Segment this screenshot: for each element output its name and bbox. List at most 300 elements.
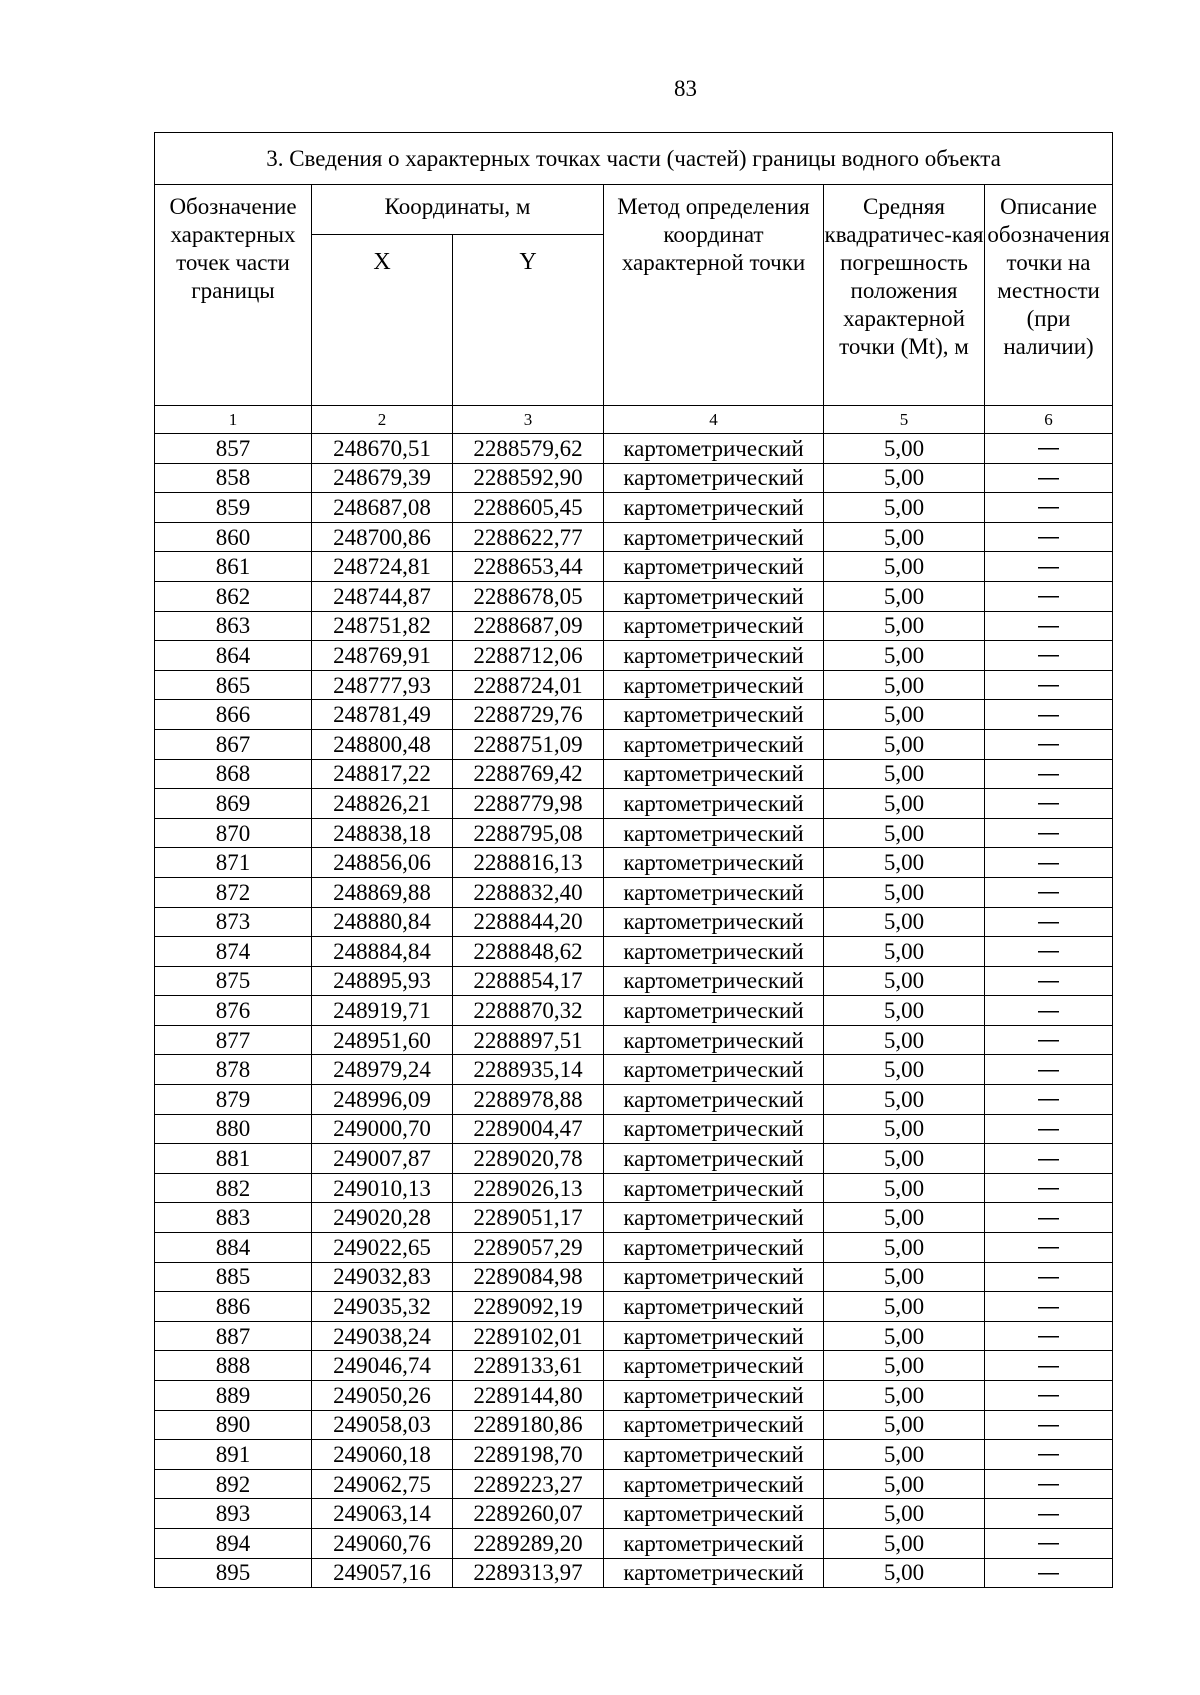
point-id-cell: 882 [155, 1173, 312, 1203]
table-row [155, 1469, 1113, 1499]
description-cell [985, 641, 1113, 671]
mean-error-cell: 5,00 [824, 877, 985, 907]
description-cell [985, 1410, 1113, 1440]
mean-error-cell: 5,00 [824, 1173, 985, 1203]
x-coordinate-cell: 249035,32 [312, 1292, 453, 1322]
x-coordinate-cell: 248769,91 [312, 641, 453, 671]
description-cell [985, 434, 1113, 464]
y-coordinate-cell: 2288795,08 [453, 818, 604, 848]
x-coordinate-cell: 248869,88 [312, 877, 453, 907]
y-coordinate-cell: 2288579,62 [453, 434, 604, 464]
table-row [155, 641, 1113, 671]
x-coordinate-cell: 249060,18 [312, 1440, 453, 1470]
mean-error-cell: 5,00 [824, 552, 985, 582]
x-coordinate-cell: 249063,14 [312, 1499, 453, 1529]
point-id-cell: 890 [155, 1410, 312, 1440]
y-coordinate-cell: 2288897,51 [453, 1025, 604, 1055]
description-cell [985, 1499, 1113, 1529]
table-row [155, 581, 1113, 611]
x-coordinate-cell: 249000,70 [312, 1114, 453, 1144]
x-coordinate-cell: 248996,09 [312, 1085, 453, 1115]
description-cell [985, 996, 1113, 1026]
y-coordinate-cell: 2288844,20 [453, 907, 604, 937]
description-cell [985, 1321, 1113, 1351]
method-cell: картометрический [604, 581, 824, 611]
method-cell: картометрический [604, 907, 824, 937]
description-cell [985, 1381, 1113, 1411]
header-row-1 [155, 185, 1113, 235]
x-coordinate-cell: 248919,71 [312, 996, 453, 1026]
mean-error-cell: 5,00 [824, 1144, 985, 1174]
point-id-cell: 871 [155, 848, 312, 878]
mean-error-cell: 5,00 [824, 1233, 985, 1263]
y-coordinate-cell: 2288712,06 [453, 641, 604, 671]
y-coordinate-cell: 2288605,45 [453, 493, 604, 523]
point-id-cell: 881 [155, 1144, 312, 1174]
point-id-cell: 863 [155, 611, 312, 641]
table-row [155, 1351, 1113, 1381]
y-coordinate-cell: 2289180,86 [453, 1410, 604, 1440]
point-id-cell: 894 [155, 1528, 312, 1558]
point-id-cell: 867 [155, 729, 312, 759]
y-coordinate-cell: 2289289,20 [453, 1528, 604, 1558]
description-dash: — [1037, 1382, 1061, 1409]
mean-error-cell: 5,00 [824, 1528, 985, 1558]
y-coordinate-cell: 2288687,09 [453, 611, 604, 641]
point-id-cell: 865 [155, 670, 312, 700]
y-coordinate-cell: 2288622,77 [453, 522, 604, 552]
x-coordinate-cell: 248751,82 [312, 611, 453, 641]
description-dash: — [1037, 553, 1061, 580]
x-coordinate-cell: 248884,84 [312, 937, 453, 967]
x-coordinate-cell: 248800,48 [312, 729, 453, 759]
description-dash: — [1037, 435, 1061, 462]
description-dash: — [1037, 760, 1061, 787]
mean-error-cell: 5,00 [824, 1381, 985, 1411]
table-row [155, 463, 1113, 493]
description-cell [985, 789, 1113, 819]
table-row [155, 1173, 1113, 1203]
method-cell: картометрический [604, 1440, 824, 1470]
description-dash: — [1037, 879, 1061, 906]
y-coordinate-cell: 2288816,13 [453, 848, 604, 878]
description-dash: — [1037, 908, 1061, 935]
table-row [155, 937, 1113, 967]
method-cell: картометрический [604, 729, 824, 759]
description-cell [985, 877, 1113, 907]
description-cell [985, 1144, 1113, 1174]
point-id-cell: 884 [155, 1233, 312, 1263]
method-cell: картометрический [604, 996, 824, 1026]
mean-error-cell: 5,00 [824, 641, 985, 671]
description-dash: — [1037, 967, 1061, 994]
x-coordinate-cell: 249038,24 [312, 1321, 453, 1351]
table-row [155, 729, 1113, 759]
method-cell: картометрический [604, 937, 824, 967]
description-cell [985, 1440, 1113, 1470]
x-coordinate-cell: 248817,22 [312, 759, 453, 789]
method-cell: картометрический [604, 641, 824, 671]
mean-error-cell: 5,00 [824, 1114, 985, 1144]
y-coordinate-cell: 2288653,44 [453, 552, 604, 582]
header-method: Метод определения координат характерной точки [604, 185, 824, 406]
table-row [155, 818, 1113, 848]
description-cell [985, 759, 1113, 789]
header-point-designation: Обозначение характерных точек части границы [155, 185, 312, 406]
x-coordinate-cell: 248856,06 [312, 848, 453, 878]
method-cell: картометрический [604, 1085, 824, 1115]
description-cell [985, 729, 1113, 759]
table-row [155, 1528, 1113, 1558]
x-coordinate-cell: 249046,74 [312, 1351, 453, 1381]
mean-error-cell: 5,00 [824, 966, 985, 996]
description-dash: — [1037, 672, 1061, 699]
point-id-cell: 859 [155, 493, 312, 523]
point-id-cell: 878 [155, 1055, 312, 1085]
mean-error-cell: 5,00 [824, 611, 985, 641]
mean-error-cell: 5,00 [824, 434, 985, 464]
x-coordinate-cell: 248679,39 [312, 463, 453, 493]
column-number: 1 [155, 406, 312, 434]
x-coordinate-cell: 248744,87 [312, 581, 453, 611]
column-number: 3 [453, 406, 604, 434]
table-row [155, 1055, 1113, 1085]
mean-error-cell: 5,00 [824, 1499, 985, 1529]
table-row [155, 700, 1113, 730]
table-row [155, 1292, 1113, 1322]
point-id-cell: 858 [155, 463, 312, 493]
point-id-cell: 888 [155, 1351, 312, 1381]
description-cell [985, 1469, 1113, 1499]
table-body [155, 133, 1113, 1588]
table-row [155, 1114, 1113, 1144]
x-coordinate-cell: 249020,28 [312, 1203, 453, 1233]
method-cell: картометрический [604, 848, 824, 878]
method-cell: картометрический [604, 1262, 824, 1292]
x-coordinate-cell: 248724,81 [312, 552, 453, 582]
header-x: X [312, 235, 453, 406]
mean-error-cell: 5,00 [824, 907, 985, 937]
method-cell: картометрический [604, 700, 824, 730]
table-row [155, 1558, 1113, 1588]
table-row [155, 1144, 1113, 1174]
mean-error-cell: 5,00 [824, 759, 985, 789]
method-cell: картометрический [604, 818, 824, 848]
mean-error-cell: 5,00 [824, 848, 985, 878]
y-coordinate-cell: 2289133,61 [453, 1351, 604, 1381]
mean-error-cell: 5,00 [824, 1469, 985, 1499]
method-cell: картометрический [604, 789, 824, 819]
y-coordinate-cell: 2289223,27 [453, 1469, 604, 1499]
method-cell: картометрический [604, 1351, 824, 1381]
mean-error-cell: 5,00 [824, 1203, 985, 1233]
method-cell: картометрический [604, 1499, 824, 1529]
description-dash: — [1037, 612, 1061, 639]
description-dash: — [1037, 1471, 1061, 1498]
x-coordinate-cell: 248826,21 [312, 789, 453, 819]
header-mean-error: Средняя квадратичес-кая погрешность положения характерной точки (Mt), м [824, 185, 985, 406]
mean-error-cell: 5,00 [824, 1262, 985, 1292]
mean-error-cell: 5,00 [824, 996, 985, 1026]
y-coordinate-cell: 2288751,09 [453, 729, 604, 759]
mean-error-cell: 5,00 [824, 700, 985, 730]
table-row [155, 1381, 1113, 1411]
method-cell: картометрический [604, 1203, 824, 1233]
description-cell [985, 966, 1113, 996]
point-id-cell: 887 [155, 1321, 312, 1351]
description-cell [985, 1085, 1113, 1115]
x-coordinate-cell: 249057,16 [312, 1558, 453, 1588]
point-id-cell: 872 [155, 877, 312, 907]
header-y: Y [453, 235, 604, 406]
y-coordinate-cell: 2289051,17 [453, 1203, 604, 1233]
description-dash: — [1037, 1559, 1061, 1586]
point-id-cell: 895 [155, 1558, 312, 1588]
description-cell [985, 670, 1113, 700]
point-id-cell: 862 [155, 581, 312, 611]
table-row [155, 907, 1113, 937]
point-id-cell: 876 [155, 996, 312, 1026]
description-dash: — [1037, 583, 1061, 610]
x-coordinate-cell: 248777,93 [312, 670, 453, 700]
x-coordinate-cell: 248700,86 [312, 522, 453, 552]
description-dash: — [1037, 731, 1061, 758]
description-dash: — [1037, 1352, 1061, 1379]
description-dash: — [1037, 1175, 1061, 1202]
description-dash: — [1037, 1027, 1061, 1054]
table-row [155, 759, 1113, 789]
title-row [155, 133, 1113, 185]
x-coordinate-cell: 249022,65 [312, 1233, 453, 1263]
y-coordinate-cell: 2289144,80 [453, 1381, 604, 1411]
point-id-cell: 873 [155, 907, 312, 937]
x-coordinate-cell: 248838,18 [312, 818, 453, 848]
description-cell [985, 1528, 1113, 1558]
mean-error-cell: 5,00 [824, 937, 985, 967]
x-coordinate-cell: 248687,08 [312, 493, 453, 523]
y-coordinate-cell: 2288678,05 [453, 581, 604, 611]
description-dash: — [1037, 1411, 1061, 1438]
method-cell: картометрический [604, 1469, 824, 1499]
method-cell: картометрический [604, 1025, 824, 1055]
description-cell [985, 937, 1113, 967]
method-cell: картометрический [604, 1173, 824, 1203]
description-dash: — [1037, 1145, 1061, 1172]
description-dash: — [1037, 1086, 1061, 1113]
y-coordinate-cell: 2289057,29 [453, 1233, 604, 1263]
y-coordinate-cell: 2288832,40 [453, 877, 604, 907]
point-id-cell: 883 [155, 1203, 312, 1233]
table-row [155, 493, 1113, 523]
x-coordinate-cell: 249060,76 [312, 1528, 453, 1558]
table-row [155, 1233, 1113, 1263]
method-cell: картометрический [604, 1381, 824, 1411]
y-coordinate-cell: 2289102,01 [453, 1321, 604, 1351]
point-id-cell: 891 [155, 1440, 312, 1470]
method-cell: картометрический [604, 877, 824, 907]
point-id-cell: 868 [155, 759, 312, 789]
method-cell: картометрический [604, 759, 824, 789]
table-title: 3. Сведения о характерных точках части (частей) границы водного объекта [155, 133, 1113, 185]
description-cell [985, 907, 1113, 937]
x-coordinate-cell: 248951,60 [312, 1025, 453, 1055]
method-cell: картометрический [604, 1055, 824, 1085]
y-coordinate-cell: 2288935,14 [453, 1055, 604, 1085]
description-cell [985, 848, 1113, 878]
method-cell: картометрический [604, 1233, 824, 1263]
description-dash: — [1037, 1441, 1061, 1468]
point-id-cell: 893 [155, 1499, 312, 1529]
y-coordinate-cell: 2288848,62 [453, 937, 604, 967]
y-coordinate-cell: 2289092,19 [453, 1292, 604, 1322]
description-dash: — [1037, 1530, 1061, 1557]
description-cell [985, 1173, 1113, 1203]
description-cell [985, 463, 1113, 493]
description-dash: — [1037, 494, 1061, 521]
description-dash: — [1037, 1293, 1061, 1320]
table-row [155, 1321, 1113, 1351]
y-coordinate-cell: 2289084,98 [453, 1262, 604, 1292]
description-dash: — [1037, 1263, 1061, 1290]
table-row [155, 1085, 1113, 1115]
mean-error-cell: 5,00 [824, 670, 985, 700]
point-id-cell: 857 [155, 434, 312, 464]
description-dash: — [1037, 997, 1061, 1024]
description-cell [985, 818, 1113, 848]
y-coordinate-cell: 2288779,98 [453, 789, 604, 819]
column-number: 2 [312, 406, 453, 434]
point-id-cell: 877 [155, 1025, 312, 1055]
mean-error-cell: 5,00 [824, 1292, 985, 1322]
mean-error-cell: 5,00 [824, 1321, 985, 1351]
x-coordinate-cell: 249050,26 [312, 1381, 453, 1411]
table-row [155, 1410, 1113, 1440]
table-row [155, 966, 1113, 996]
mean-error-cell: 5,00 [824, 493, 985, 523]
method-cell: картометрический [604, 463, 824, 493]
method-cell: картометрический [604, 966, 824, 996]
table-row [155, 522, 1113, 552]
point-id-cell: 892 [155, 1469, 312, 1499]
description-dash: — [1037, 1500, 1061, 1527]
x-coordinate-cell: 249010,13 [312, 1173, 453, 1203]
header-coordinates: Координаты, м [312, 185, 604, 235]
table-row [155, 611, 1113, 641]
mean-error-cell: 5,00 [824, 789, 985, 819]
mean-error-cell: 5,00 [824, 1440, 985, 1470]
x-coordinate-cell: 249058,03 [312, 1410, 453, 1440]
table-row [155, 877, 1113, 907]
method-cell: картометрический [604, 493, 824, 523]
description-dash: — [1037, 820, 1061, 847]
method-cell: картометрический [604, 434, 824, 464]
description-dash: — [1037, 1056, 1061, 1083]
y-coordinate-cell: 2288592,90 [453, 463, 604, 493]
description-dash: — [1037, 1234, 1061, 1261]
column-number-row [155, 406, 1113, 434]
description-cell [985, 1558, 1113, 1588]
mean-error-cell: 5,00 [824, 1085, 985, 1115]
method-cell: картометрический [604, 1410, 824, 1440]
description-cell [985, 1114, 1113, 1144]
table-row [155, 1499, 1113, 1529]
point-id-cell: 864 [155, 641, 312, 671]
column-number: 6 [985, 406, 1113, 434]
column-number: 5 [824, 406, 985, 434]
y-coordinate-cell: 2289004,47 [453, 1114, 604, 1144]
point-id-cell: 875 [155, 966, 312, 996]
point-id-cell: 886 [155, 1292, 312, 1322]
table-row [155, 1440, 1113, 1470]
description-cell [985, 522, 1113, 552]
description-cell [985, 581, 1113, 611]
y-coordinate-cell: 2288724,01 [453, 670, 604, 700]
x-coordinate-cell: 249032,83 [312, 1262, 453, 1292]
table-container [154, 132, 1200, 1588]
y-coordinate-cell: 2289198,70 [453, 1440, 604, 1470]
description-dash: — [1037, 642, 1061, 669]
y-coordinate-cell: 2289313,97 [453, 1558, 604, 1588]
y-coordinate-cell: 2288854,17 [453, 966, 604, 996]
mean-error-cell: 5,00 [824, 729, 985, 759]
point-id-cell: 874 [155, 937, 312, 967]
y-coordinate-cell: 2289260,07 [453, 1499, 604, 1529]
mean-error-cell: 5,00 [824, 463, 985, 493]
description-dash: — [1037, 464, 1061, 491]
table-row [155, 996, 1113, 1026]
y-coordinate-cell: 2288978,88 [453, 1085, 604, 1115]
description-dash: — [1037, 524, 1061, 551]
point-id-cell: 861 [155, 552, 312, 582]
point-id-cell: 885 [155, 1262, 312, 1292]
method-cell: картометрический [604, 670, 824, 700]
mean-error-cell: 5,00 [824, 818, 985, 848]
method-cell: картометрический [604, 1114, 824, 1144]
y-coordinate-cell: 2289026,13 [453, 1173, 604, 1203]
y-coordinate-cell: 2289020,78 [453, 1144, 604, 1174]
mean-error-cell: 5,00 [824, 1410, 985, 1440]
description-cell [985, 552, 1113, 582]
x-coordinate-cell: 249007,87 [312, 1144, 453, 1174]
point-id-cell: 869 [155, 789, 312, 819]
boundary-points-table [154, 132, 1113, 1588]
method-cell: картометрический [604, 1321, 824, 1351]
y-coordinate-cell: 2288870,32 [453, 996, 604, 1026]
description-cell [985, 1262, 1113, 1292]
table-row [155, 434, 1113, 464]
description-cell [985, 700, 1113, 730]
description-dash: — [1037, 1323, 1061, 1350]
description-cell [985, 1351, 1113, 1381]
table-row [155, 1203, 1113, 1233]
mean-error-cell: 5,00 [824, 1025, 985, 1055]
x-coordinate-cell: 248670,51 [312, 434, 453, 464]
description-cell [985, 1055, 1113, 1085]
description-cell [985, 493, 1113, 523]
description-dash: — [1037, 1115, 1061, 1142]
description-dash: — [1037, 1204, 1061, 1231]
y-coordinate-cell: 2288769,42 [453, 759, 604, 789]
table-row [155, 1262, 1113, 1292]
y-coordinate-cell: 2288729,76 [453, 700, 604, 730]
method-cell: картометрический [604, 611, 824, 641]
method-cell: картометрический [604, 1292, 824, 1322]
point-id-cell: 880 [155, 1114, 312, 1144]
description-cell [985, 1203, 1113, 1233]
description-dash: — [1037, 849, 1061, 876]
table-row [155, 1025, 1113, 1055]
method-cell: картометрический [604, 522, 824, 552]
